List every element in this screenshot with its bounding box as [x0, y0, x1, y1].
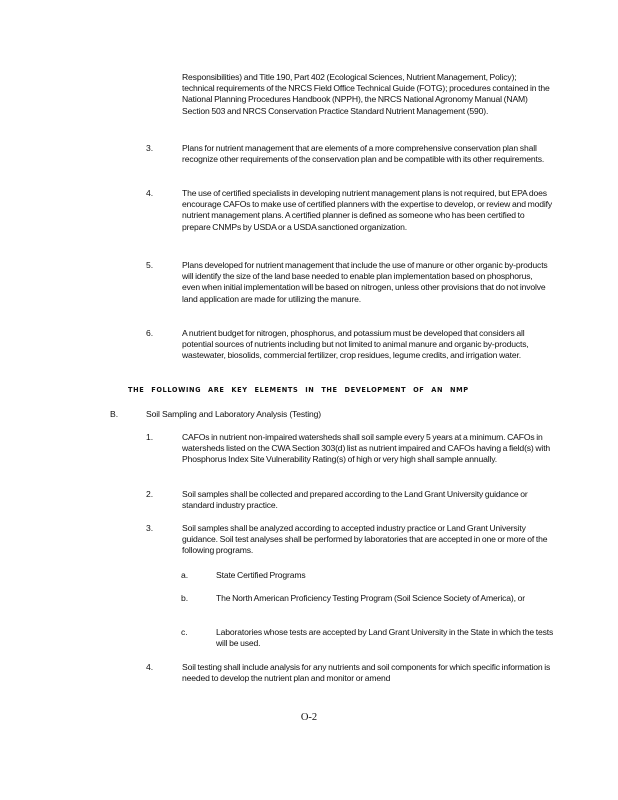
section-item-4-number: 4. [146, 662, 154, 672]
item-6-text: A nutrient budget for nitrogen, phosphorus, and potassium must be developed that considers all potential sources of nutrients including but not limited to animal manure and organic by-products, wastewater, biosolids, commercial fertilizer, crop residues, legume credits, and irrigation water. [182, 328, 529, 361]
item-4-number: 4. [146, 188, 154, 198]
section-item-1-number: 1. [146, 432, 154, 442]
item-5-number: 5. [146, 260, 154, 270]
section-item-3-number: 3. [146, 523, 154, 533]
item-6-number: 6. [146, 328, 154, 338]
sub-item-b-letter: b. [181, 593, 189, 603]
item-5-text: Plans developed for nutrient management that include the use of manure or other organic by-products will identify the size of the land base needed to enable plan implementation based on phosphorus, even when initial implementation will be based on nitrogen, unless other provisions that do not involve land application are made for utilizing the manure. [182, 260, 548, 304]
item-3-number: 3. [146, 143, 154, 153]
sub-item-b-text: The North American Proficiency Testing Program (Soil Science Society of America), or [216, 593, 525, 603]
sub-item-c-letter: c. [181, 627, 188, 637]
section-item-4-text: Soil testing shall include analysis for any nutrients and soil components for which specific information is needed to develop the nutrient plan and monitor or amend [182, 662, 551, 684]
section-item-2-number: 2. [146, 489, 154, 499]
page-number: O-2 [300, 712, 318, 723]
section-item-2-text: Soil samples shall be collected and prepared according to the Land Grant University guidance or standard industry practice. [182, 489, 528, 511]
key-elements-heading: THE FOLLOWING ARE KEY ELEMENTS IN THE DEVELOPMENT OF AN NMP [128, 386, 469, 394]
item-4-text: The use of certified specialists in developing nutrient management plans is not required, but EPA does encourage CAFOs to make use of certified planners with the expertise to develop, or review and modify nutrient management plans. A certified planner is defined as someone who has been certified to prepare CNMPs by USDA or a USDA sanctioned organization. [182, 188, 552, 232]
section-letter: B. [110, 409, 119, 419]
continuation-paragraph: Responsibilities) and Title 190, Part 402 (Ecological Sciences, Nutrient Management, Policy); technical requirements of the NRCS Field Office Technical Guide (FOTG); procedures contained in the National Planning Procedures Handbook (NPPH), the NRCS National Agronomy Manual (NAM) Section 503 and NRCS Conservation Practice Standard Nutrient Management (590). [182, 72, 550, 116]
item-3-text: Plans for nutrient management that are elements of a more comprehensive conservation plan shall recognize other requirements of the conservation plan and be compatible with its other requirements. [182, 143, 545, 165]
section-title: Soil Sampling and Laboratory Analysis (Testing) [146, 409, 321, 419]
sub-item-a-text: State Certified Programs [216, 570, 306, 580]
sub-item-a-letter: a. [181, 570, 189, 580]
section-item-3-text: Soil samples shall be analyzed according to accepted industry practice or Land Grant University guidance. Soil test analyses shall be performed by laboratories that are accepted in one or more of the following programs. [182, 523, 548, 556]
section-item-1-text: CAFOs in nutrient non-impaired watersheds shall soil sample every 5 years at a minimum. CAFOs in watersheds listed on the CWA Section 303(d) list as nutrient impaired and CAFOs having a field(s) with Phosphorus Index Site Vulnerability Rating(s) of high or very high shall sample annually. [182, 432, 551, 465]
sub-item-c-text: Laboratories whose tests are accepted by Land Grant University in the State in which the tests will be used. [216, 627, 554, 649]
